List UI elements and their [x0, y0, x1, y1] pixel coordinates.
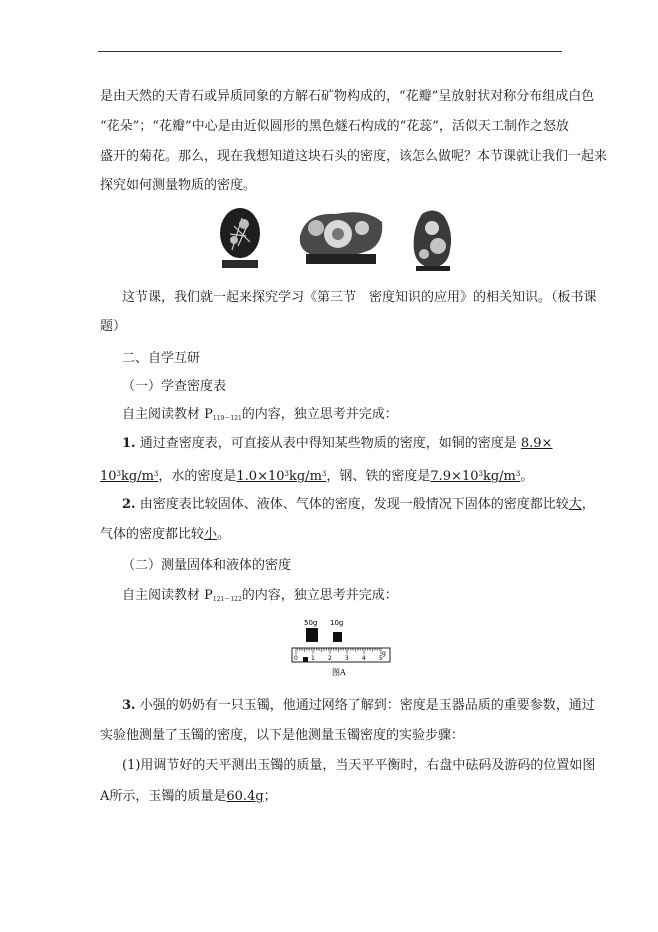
- q1-line-1: [122, 435, 552, 453]
- q1-text-c: ，钢、铁的密度是: [326, 469, 431, 484]
- intro-line-2: “花朵”；“花瓣”中心是由近似圆形的黑色燧石构成的“花蕊”，活似天工制作之怒放: [100, 119, 569, 134]
- stone-photo-2: [296, 206, 386, 268]
- scale-tick-label: 3: [345, 655, 349, 662]
- q3-answer-mass: 60.4g: [226, 789, 264, 804]
- weight-label-10g: 10g: [330, 619, 344, 627]
- q2-answer-2: 小: [204, 527, 218, 542]
- scale-unit: g: [382, 650, 386, 657]
- q2-comma: ，: [581, 497, 595, 512]
- stone-photo-1: [216, 206, 264, 272]
- q3-step1-end: ；: [263, 789, 277, 804]
- scale-tick-label: 0: [294, 655, 298, 662]
- q2-answer-1: 大: [568, 497, 582, 512]
- q1-answer-2: $1.0\times 10^3kg/m^3$: [236, 469, 327, 484]
- chrysanthemum-stone-photos: [200, 206, 500, 274]
- scale-tick-label: 1: [311, 655, 315, 662]
- lesson-line-1: 这节课，我们就一起来探究学习《第三节 密度知识的应用》的相关知识。（板书课: [122, 290, 597, 305]
- q2-end: 。: [217, 527, 231, 542]
- q1-answer-1b: $10^3kg/m^3$: [100, 469, 159, 484]
- q1-answer-1a: 8.9×: [520, 436, 553, 451]
- figure-caption: 图A: [332, 668, 346, 677]
- part1-heading: （一）学查密度表: [122, 379, 227, 394]
- q3-step1-text: A所示，玉镯的质量是: [100, 789, 227, 804]
- q2-number: 2.: [122, 497, 136, 512]
- q2-text-b: 气体的密度都比较: [100, 527, 205, 542]
- q3-step1-line-2: [100, 788, 277, 806]
- weight-label-50g: 50g: [304, 619, 318, 627]
- q1-answer-3: $7.9\times 10^3kg/m^3$: [430, 469, 521, 484]
- intro-line-4: 探究如何测量物质的密度。: [100, 178, 257, 193]
- q1-line-2: [100, 465, 533, 486]
- q3-line-2: 实验他测量了玉镯的密度，以下是他测量玉镯密度的实验步骤：: [100, 728, 465, 743]
- q3-step1-line-1: (1)用调节好的天平测出玉镯的质量，当天平平衡时，右盘中砝码及游码的位置如图: [122, 758, 596, 773]
- scale-tick-label: 4: [362, 655, 366, 662]
- q1-end: 。: [520, 469, 534, 484]
- q3-number: 3.: [122, 698, 136, 713]
- q3-line-1: [122, 697, 595, 715]
- part2-heading: （二）测量固体和液体的密度: [122, 558, 292, 573]
- lesson-line-2: 题）: [100, 319, 127, 334]
- section-heading: 二、自学互研: [122, 351, 201, 366]
- read-suffix: 的内容，独立思考并完成：: [241, 588, 398, 603]
- header-rule: [98, 51, 562, 52]
- q2-line-1: [122, 496, 595, 514]
- read-prefix: 自主阅读教材 P: [122, 588, 213, 603]
- weight-50g: [306, 628, 318, 642]
- q2-line-2: [100, 526, 230, 544]
- rider: [303, 657, 308, 662]
- read-prefix: 自主阅读教材 P: [122, 407, 213, 422]
- intro-line-1: 是由天然的天青石或异质同象的方解石矿物构成的，“花瓣”呈放射状对称分布组成白色: [100, 89, 595, 104]
- q2-text-a: 由密度表比较固体、液体、气体的密度，发现一般情况下固体的密度都比较: [139, 497, 569, 512]
- scale-tick-label: 2: [328, 655, 332, 662]
- read-suffix: 的内容，独立思考并完成：: [241, 407, 398, 422]
- stone-photo-3: [408, 206, 458, 272]
- read-pages: 119～121: [212, 415, 242, 422]
- part2-read-instruction: [122, 587, 398, 609]
- scale-tick-label: 5: [379, 655, 383, 662]
- weight-10g: [333, 632, 342, 642]
- part1-read-instruction: [122, 406, 398, 428]
- q1-text-a: 通过查密度表，可直接从表中得知某些物质的密度，如铜的密度是: [139, 436, 517, 451]
- read-pages: 121～122: [212, 596, 242, 603]
- q1-number: 1.: [122, 436, 136, 451]
- intro-line-3: 盛开的菊花。那么，现在我想知道这块石头的密度，该怎么做呢？本节课就让我们一起来: [100, 149, 608, 164]
- balance-figure-a: [290, 617, 394, 679]
- q3-text-1: 小强的奶奶有一只玉镯，他通过网络了解到：密度是玉器品质的重要参数，通过: [139, 698, 595, 713]
- q1-text-b: ，水的密度是: [158, 469, 237, 484]
